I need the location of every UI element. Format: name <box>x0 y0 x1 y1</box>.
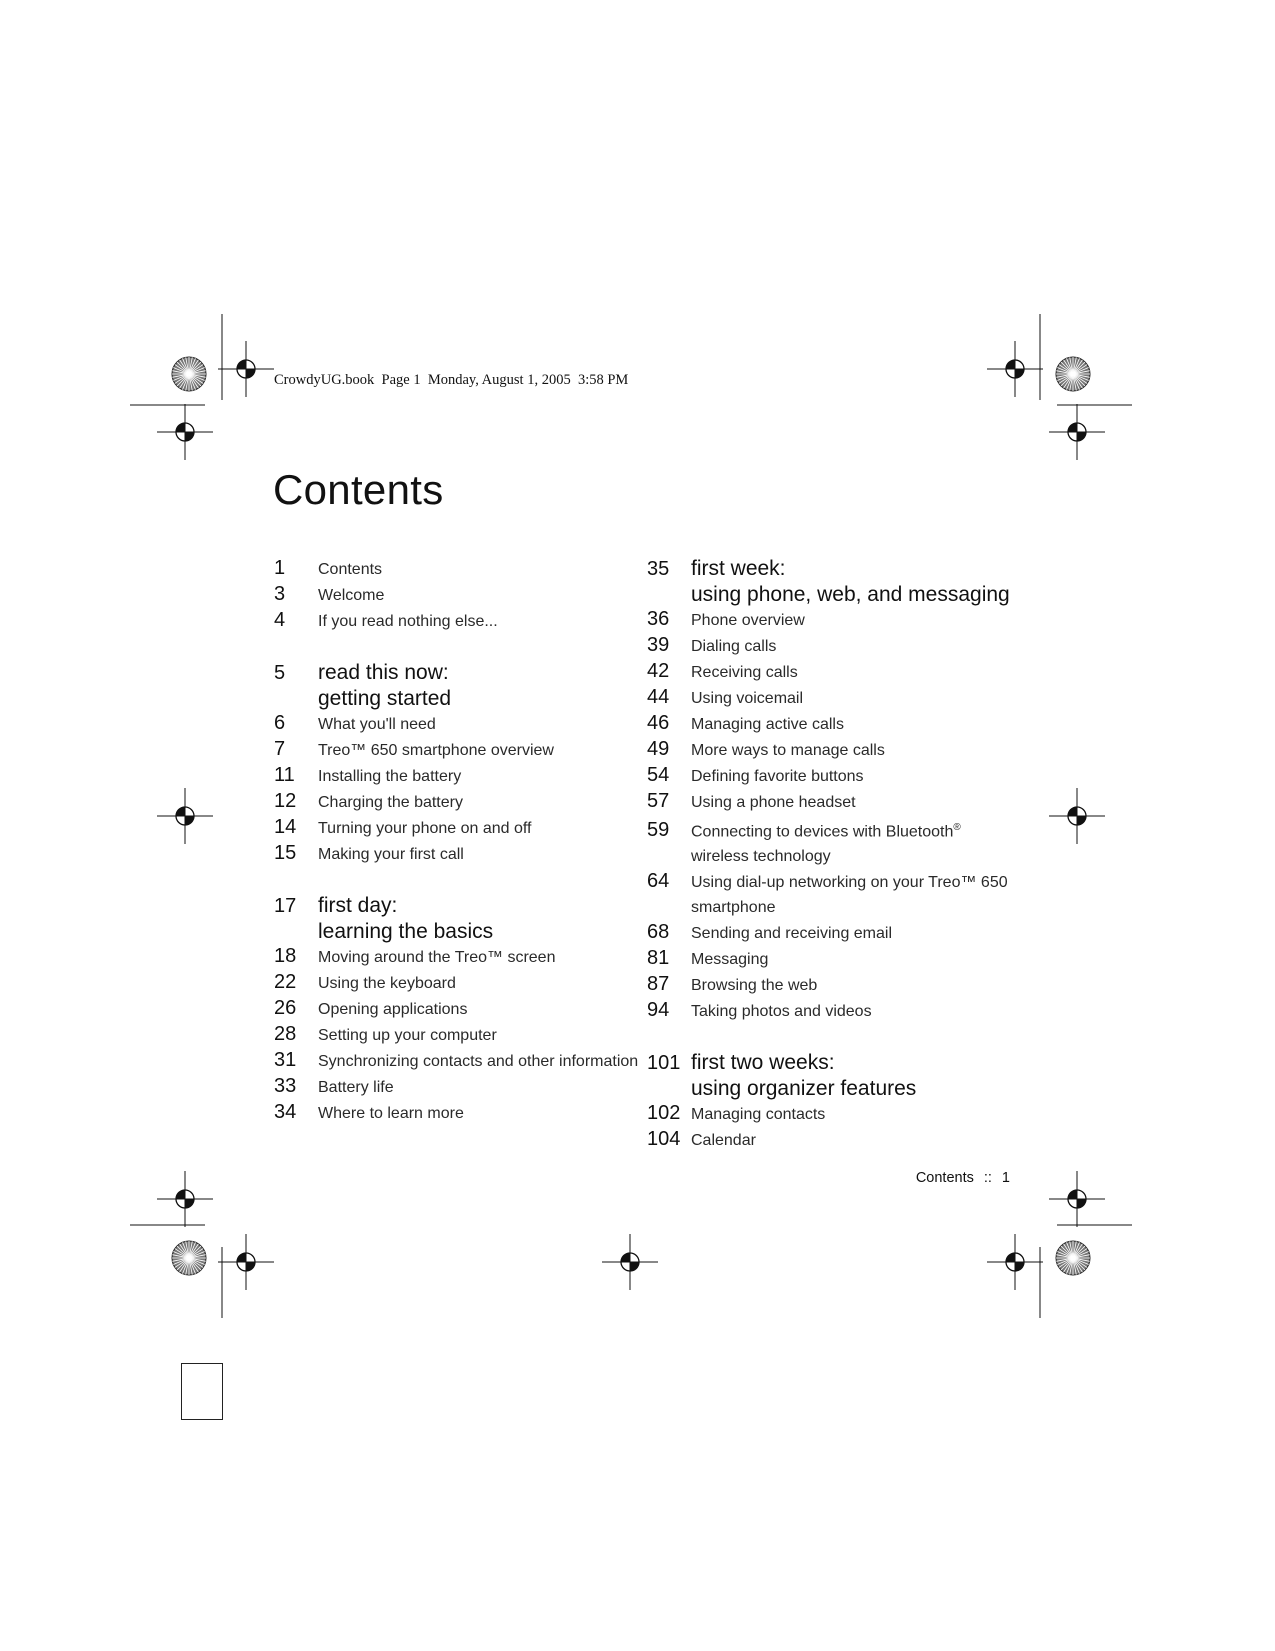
entry-label-continuation: wireless technology <box>691 848 831 866</box>
chapter-heading[interactable] <box>647 1050 997 1076</box>
toc-entry[interactable] <box>274 996 624 1022</box>
color-star-mark-top-left <box>172 357 206 391</box>
toc-entry[interactable] <box>647 1127 997 1153</box>
chapter-title: first day: <box>318 894 398 917</box>
page-number: 26 <box>274 997 297 1019</box>
entry-label: Dialing calls <box>691 638 777 655</box>
toc-section <box>647 1050 997 1153</box>
page-number: 7 <box>274 738 286 760</box>
toc-entry[interactable] <box>647 815 997 844</box>
page-number: 68 <box>647 921 670 944</box>
entry-label: Turning your phone on and off <box>318 820 532 837</box>
page-number: 22 <box>274 971 297 993</box>
page-number: 12 <box>274 790 297 812</box>
page-number: 54 <box>647 764 670 786</box>
page-number: 33 <box>274 1075 297 1097</box>
toc-entry[interactable] <box>274 763 624 789</box>
entry-label: Browsing the web <box>691 977 818 995</box>
toc-entry[interactable] <box>647 998 997 1024</box>
toc-entry[interactable] <box>647 685 997 711</box>
page-number: 35 <box>647 558 670 580</box>
page-number: 17 <box>274 895 297 917</box>
chapter-title: first two weeks: <box>691 1051 835 1075</box>
footer-page-number: 1 <box>1001 1170 1010 1186</box>
chapter-heading[interactable] <box>647 556 997 582</box>
toc-left-column <box>274 556 639 1126</box>
toc-entry[interactable] <box>647 633 997 659</box>
page-number: 59 <box>647 819 670 842</box>
registration-mark <box>1049 1171 1105 1227</box>
toc-entry[interactable] <box>647 789 997 815</box>
toc-entry[interactable] <box>274 1100 624 1126</box>
entry-label: Moving around the Treo™ screen <box>318 949 556 966</box>
toc-entry[interactable] <box>274 789 624 815</box>
entry-label: Calendar <box>691 1132 756 1150</box>
entry-label: Managing contacts <box>691 1106 826 1124</box>
registered-mark: ® <box>953 822 961 833</box>
entry-label: Treo™ 650 smartphone overview <box>318 742 554 759</box>
entry-label: If you read nothing else... <box>318 613 498 630</box>
entry-label: Using a phone headset <box>691 794 856 811</box>
registration-mark <box>987 341 1043 397</box>
entry-label: Contents <box>318 561 383 578</box>
toc-entry[interactable] <box>647 607 997 633</box>
entry-label: Using the keyboard <box>318 975 456 992</box>
toc-entry[interactable] <box>274 1074 624 1100</box>
chapter-title: first week: <box>691 557 786 580</box>
toc-entry[interactable] <box>647 737 997 763</box>
entry-label: Welcome <box>318 587 385 604</box>
toc-entry[interactable] <box>274 970 624 996</box>
toc-entry[interactable] <box>647 1101 997 1127</box>
registration-mark <box>218 1234 274 1290</box>
entry-label: Opening applications <box>318 1001 468 1018</box>
entry-label: More ways to manage calls <box>691 742 885 759</box>
page-number: 34 <box>274 1101 297 1123</box>
entry-label: Synchronizing contacts and other information <box>318 1053 639 1070</box>
chapter-subtitle: using phone, web, and messaging <box>691 583 1010 606</box>
page-number: 11 <box>274 764 295 786</box>
page-number: 15 <box>274 842 297 864</box>
toc-section <box>274 660 624 867</box>
registration-mark <box>1049 788 1105 844</box>
page-number: 64 <box>647 870 670 893</box>
toc-section <box>647 556 1010 1024</box>
toc-entry[interactable] <box>647 869 1008 895</box>
page-number: 1 <box>274 557 286 579</box>
page-number: 18 <box>274 945 297 967</box>
toc-entry[interactable] <box>274 1048 639 1074</box>
footer-separator: :: <box>983 1170 992 1186</box>
registration-mark <box>157 1171 213 1227</box>
entry-label: Messaging <box>691 951 769 969</box>
color-star-mark-bottom-left <box>172 1241 206 1275</box>
entry-label: Using voicemail <box>691 690 804 707</box>
entry-label: Defining favorite buttons <box>691 768 864 785</box>
thumb-tab-box <box>181 1363 223 1420</box>
entry-label-continuation: smartphone <box>691 899 776 917</box>
page-number: 94 <box>647 999 670 1022</box>
toc-right-column <box>647 556 1010 1153</box>
chapter-title: read this now: <box>318 661 449 684</box>
page-title: Contents <box>273 466 444 513</box>
chapter-heading[interactable] <box>274 893 624 919</box>
toc-entry[interactable] <box>647 711 997 737</box>
chapter-subtitle: learning the basics <box>318 920 494 943</box>
entry-label: What you'll need <box>318 716 436 733</box>
registration-mark <box>157 404 213 460</box>
page-number: 46 <box>647 712 670 734</box>
entry-label <box>691 815 961 844</box>
toc-entry[interactable] <box>647 972 997 998</box>
entry-label: Phone overview <box>691 612 805 629</box>
toc-entry[interactable] <box>274 737 624 763</box>
toc-entry[interactable] <box>274 582 624 608</box>
entry-label: Sending and receiving email <box>691 925 893 943</box>
page-number: 28 <box>274 1023 297 1045</box>
chapter-subtitle: using organizer features <box>691 1077 917 1101</box>
entry-label: Receiving calls <box>691 664 798 681</box>
chapter-subtitle: getting started <box>318 687 452 710</box>
toc-entry[interactable] <box>274 944 624 970</box>
page-number: 4 <box>274 609 286 631</box>
toc-entry[interactable] <box>274 1022 624 1048</box>
page-number: 39 <box>647 634 670 656</box>
page-number: 6 <box>274 712 286 734</box>
toc-section <box>274 893 639 1126</box>
page-number: 36 <box>647 608 670 630</box>
page-number: 42 <box>647 660 670 682</box>
toc-entry[interactable] <box>274 608 624 634</box>
page-number: 31 <box>274 1049 297 1071</box>
print-slug: CrowdyUG.book Page 1 Monday, August 1, 2005 3:58 PM <box>274 372 629 388</box>
entry-label: Managing active calls <box>691 716 844 733</box>
registration-mark <box>218 341 274 397</box>
entry-label: Using dial-up networking on your Treo™ 650 <box>691 874 1008 892</box>
page-number: 81 <box>647 947 670 970</box>
toc-entry[interactable] <box>274 711 624 737</box>
page-footer <box>916 1170 1010 1186</box>
entry-label: Battery life <box>318 1079 394 1096</box>
page-number: 44 <box>647 686 670 708</box>
color-star-mark-bottom-right <box>1056 1241 1090 1275</box>
page-number: 3 <box>274 583 286 605</box>
page-number: 57 <box>647 790 670 812</box>
page-number: 5 <box>274 662 286 684</box>
color-star-mark-top-right <box>1056 357 1090 391</box>
page-number: 49 <box>647 738 670 760</box>
registration-mark <box>602 1234 658 1290</box>
page-number: 102 <box>647 1102 681 1125</box>
registration-mark <box>987 1234 1043 1290</box>
entry-label: Taking photos and videos <box>691 1003 872 1021</box>
footer-section: Contents <box>915 1170 974 1186</box>
toc-entry[interactable] <box>274 841 624 867</box>
entry-label-text: Connecting to devices with Bluetooth <box>691 823 954 841</box>
toc-entry[interactable] <box>647 659 997 685</box>
toc-entry[interactable] <box>647 946 997 972</box>
page-number: 14 <box>274 816 297 838</box>
chapter-heading[interactable] <box>274 660 624 686</box>
registration-mark <box>1049 404 1105 460</box>
page-number: 104 <box>647 1128 681 1151</box>
entry-label: Charging the battery <box>318 794 463 811</box>
toc-entry[interactable] <box>647 920 997 946</box>
entry-label: Where to learn more <box>318 1105 464 1122</box>
toc-entry[interactable] <box>274 556 624 582</box>
page-number: 101 <box>647 1052 681 1075</box>
toc-entry[interactable] <box>647 763 997 789</box>
toc-entry[interactable] <box>274 815 624 841</box>
entry-label: Setting up your computer <box>318 1027 497 1044</box>
entry-label: Making your first call <box>318 846 464 863</box>
page-number: 87 <box>647 973 670 996</box>
registration-mark <box>157 788 213 844</box>
toc-section <box>274 556 624 634</box>
entry-label: Installing the battery <box>318 768 462 785</box>
